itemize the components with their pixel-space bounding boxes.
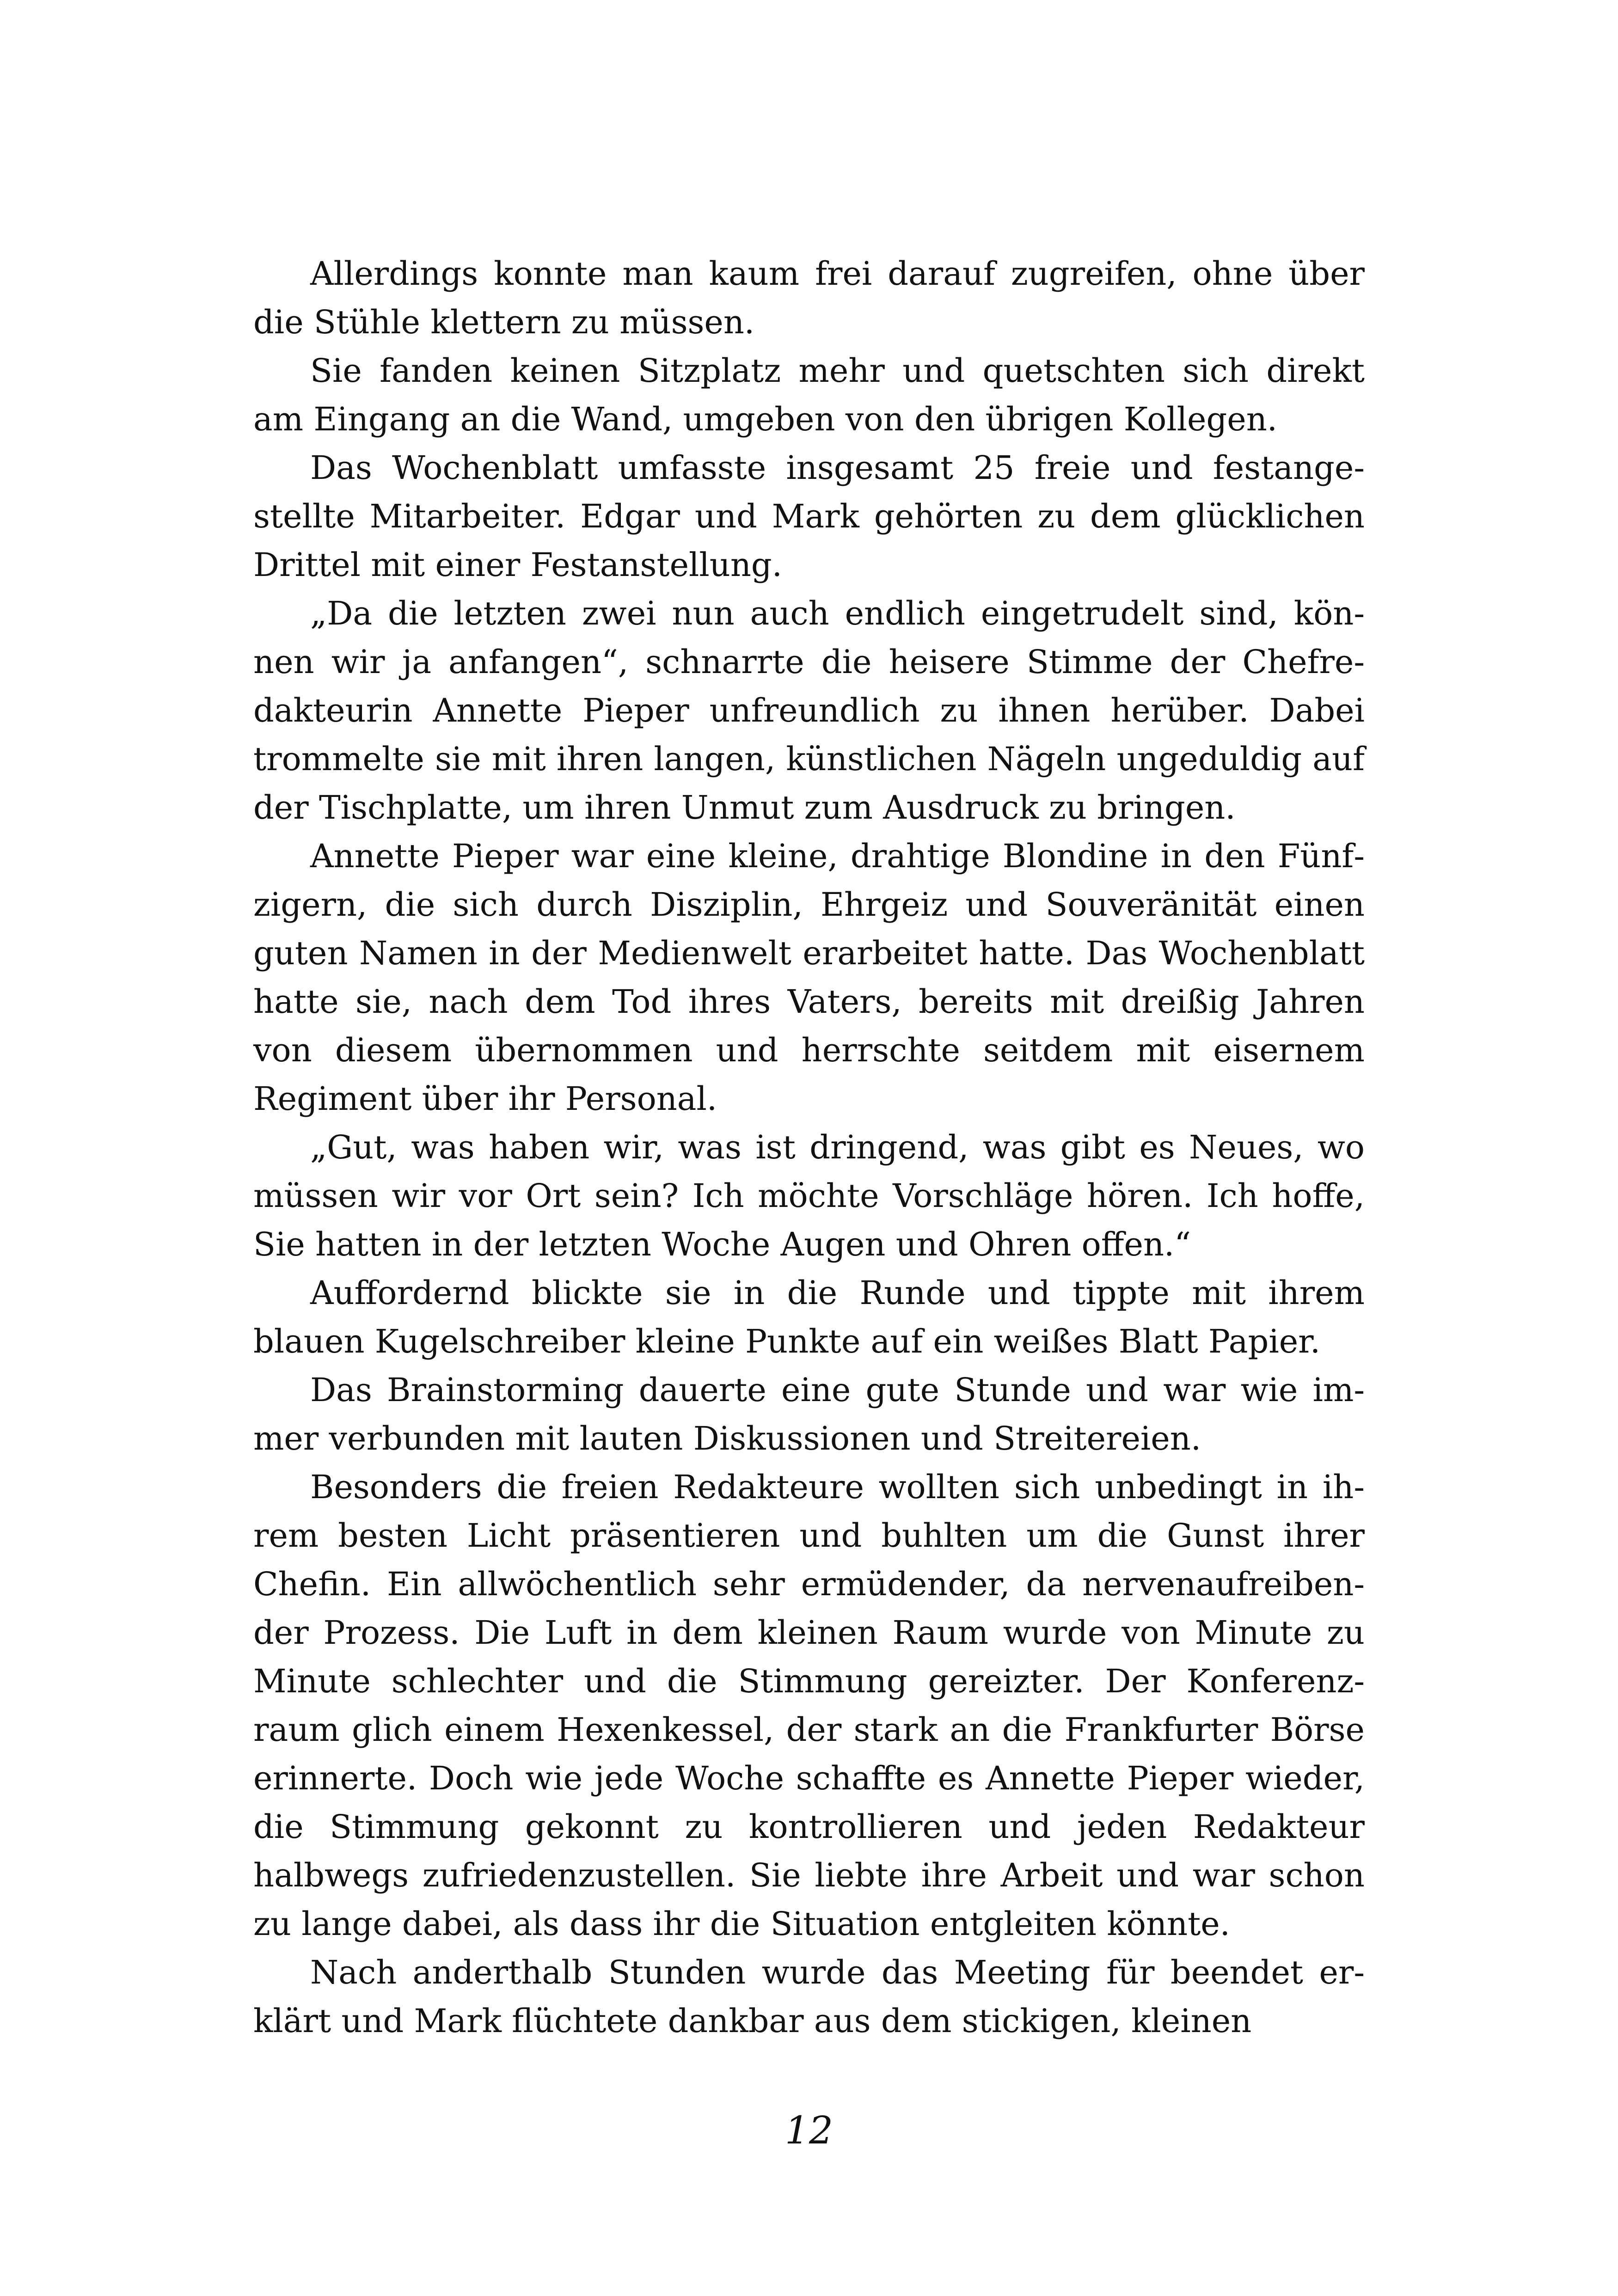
paragraph-10: Nach anderthalb Stunden wurde das Meeting für beendet erklärt und Mark flüchtete dankbar aus dem stickigen, kleinen (253, 1953, 1365, 2040)
paragraph-1: Allerdings konnte man kaum frei darauf zugreifen, ohne über die Stühle klettern zu müssen. (253, 255, 1365, 341)
body-text (253, 250, 1365, 2045)
paragraph-3: Das Wochenblatt umfasste insgesamt 25 freie und festangestellte Mitarbeiter. Edgar und Mark gehörten zu dem glücklichen Drittel mit einer Festanstellung. (253, 449, 1365, 584)
paragraph-5: Annette Pieper war eine kleine, drahtige Blondine in den Fünfzigern, die sich durch Disziplin, Ehrgeiz und Souveränität einen guten Namen in der Medienwelt erarbeitet hatte. Das Wochenblatt hatte sie, nach dem Tod ihres Vaters, bereits mit dreißig Jahren von diesem übernommen und herrschte seitdem mit eisernem Regiment über ihr Personal. (253, 837, 1365, 1118)
paragraph-4: „Da die letzten zwei nun auch endlich eingetrudelt sind, können wir ja anfangen“, schnarrte die heisere Stimme der Chefredakteurin Annette Pieper unfreundlich zu ihnen herüber. Dabei trommelte sie mit ihren langen, künstlichen Nägeln ungeduldig auf der Tischplatte, um ihren Unmut zum Ausdruck zu bringen. (253, 594, 1365, 827)
paragraph-6: „Gut, was haben wir, was ist dringend, was gibt es Neues, wo müssen wir vor Ort sein? Ich möchte Vorschläge hören. Ich hoffe, Sie hatten in der letzten Woche Augen und Ohren offen.“ (253, 1128, 1365, 1263)
page-number: 12 (784, 2109, 834, 2153)
paragraph-9: Besonders die freien Redakteure wollten sich unbedingt in ihrem besten Licht präsentieren und buhlten um die Gunst ihrer Chefin. Ein allwöchentlich sehr ermüdender, da nervenaufreibender Prozess. Die Luft in dem kleinen Raum wurde von Minute zu Minute schlechter und die Stimmung gereizter. Der Konferenzraum glich einem Hexenkessel, der stark an die Frankfurter Börse erinnerte. Doch wie jede Woche schaffte es Annette Pieper wieder, die Stimmung gekonnt zu kontrollieren und jeden Redakteur halbwegs zufriedenzustellen. Sie liebte ihre Arbeit und war schon zu lange dabei, als dass ihr die Situation entgleiten könnte. (253, 1468, 1365, 1943)
paragraph-2: Sie fanden keinen Sitzplatz mehr und quetschten sich direkt am Eingang an die Wand, umgeben von den übrigen Kollegen. (253, 352, 1365, 438)
paragraph-8: Das Brainstorming dauerte eine gute Stunde und war wie immer verbunden mit lauten Diskussionen und Streitereien. (253, 1371, 1365, 1457)
paragraph-7: Auffordernd blickte sie in die Runde und tippte mit ihrem blauen Kugelschreiber kleine Punkte auf ein weißes Blatt Papier. (253, 1274, 1365, 1360)
